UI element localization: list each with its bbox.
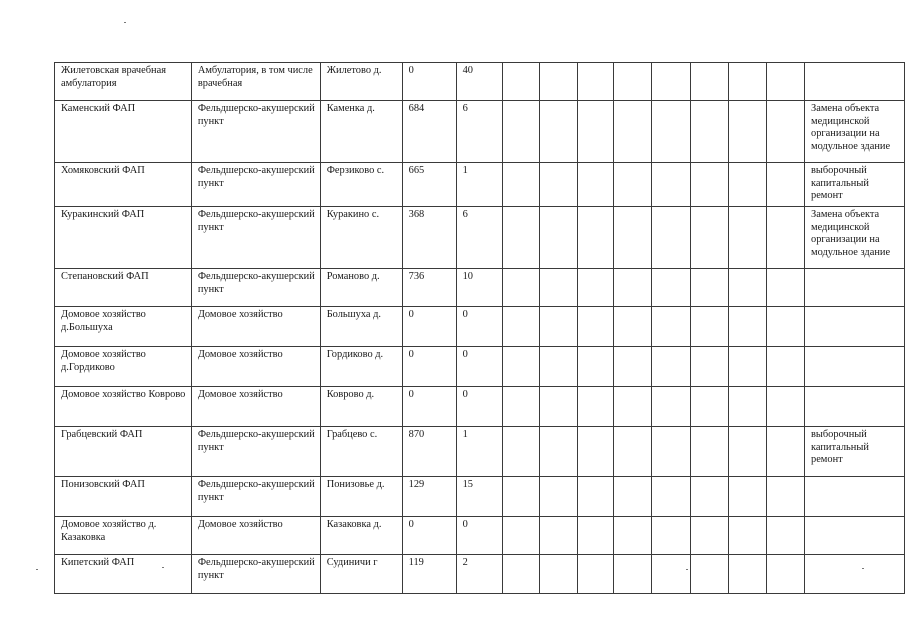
facility-type-cell: Амбулатория, в том числе врачебная <box>191 63 320 101</box>
population-cell: 870 <box>402 427 456 477</box>
facility-type-cell: Фельдшерско-акушерский пункт <box>191 163 320 207</box>
empty-cell <box>540 207 578 269</box>
empty-cell <box>578 63 614 101</box>
empty-cell <box>767 269 805 307</box>
population-cell: 368 <box>402 207 456 269</box>
empty-cell <box>614 207 652 269</box>
empty-cell <box>691 427 729 477</box>
empty-cell <box>652 387 691 427</box>
locality-cell: Ферзиково с. <box>320 163 402 207</box>
empty-cell <box>652 555 691 594</box>
empty-cell <box>652 269 691 307</box>
empty-cell <box>578 163 614 207</box>
staff-cell: 6 <box>456 207 502 269</box>
population-cell: 0 <box>402 307 456 347</box>
empty-cell <box>578 207 614 269</box>
empty-cell <box>729 427 767 477</box>
table-row <box>55 63 905 101</box>
note-cell: выборочный капитальный ремонт <box>805 427 905 477</box>
empty-cell <box>691 101 729 163</box>
empty-cell <box>540 387 578 427</box>
table-row <box>55 555 905 594</box>
empty-cell <box>767 427 805 477</box>
empty-cell <box>691 517 729 555</box>
table-row <box>55 517 905 555</box>
staff-cell: 10 <box>456 269 502 307</box>
table-row <box>55 347 905 387</box>
empty-cell <box>502 347 540 387</box>
note-cell <box>805 387 905 427</box>
empty-cell <box>540 427 578 477</box>
scan-speck <box>36 569 38 570</box>
note-cell <box>805 477 905 517</box>
empty-cell <box>540 163 578 207</box>
facility-type-cell: Фельдшерско-акушерский пункт <box>191 101 320 163</box>
facilities-table <box>54 62 905 594</box>
facility-type-cell: Домовое хозяйство <box>191 307 320 347</box>
empty-cell <box>614 269 652 307</box>
empty-cell <box>502 207 540 269</box>
empty-cell <box>652 477 691 517</box>
empty-cell <box>540 517 578 555</box>
empty-cell <box>614 163 652 207</box>
empty-cell <box>729 387 767 427</box>
population-cell: 0 <box>402 63 456 101</box>
staff-cell: 0 <box>456 387 502 427</box>
empty-cell <box>578 101 614 163</box>
staff-cell: 6 <box>456 101 502 163</box>
population-cell: 665 <box>402 163 456 207</box>
empty-cell <box>767 477 805 517</box>
population-cell: 129 <box>402 477 456 517</box>
empty-cell <box>614 477 652 517</box>
empty-cell <box>729 163 767 207</box>
empty-cell <box>767 63 805 101</box>
empty-cell <box>767 207 805 269</box>
empty-cell <box>502 427 540 477</box>
empty-cell <box>691 63 729 101</box>
empty-cell <box>691 163 729 207</box>
facility-name-cell: Домовое хозяйство д.Гордиково <box>55 347 192 387</box>
note-cell <box>805 307 905 347</box>
empty-cell <box>578 477 614 517</box>
facility-type-cell: Фельдшерско-акушерский пункт <box>191 427 320 477</box>
note-cell <box>805 347 905 387</box>
facility-name-cell: Грабцевский ФАП <box>55 427 192 477</box>
population-cell: 736 <box>402 269 456 307</box>
locality-cell: Грабцево с. <box>320 427 402 477</box>
empty-cell <box>614 101 652 163</box>
table-row <box>55 269 905 307</box>
empty-cell <box>767 307 805 347</box>
empty-cell <box>652 347 691 387</box>
facility-name-cell: Куракинский ФАП <box>55 207 192 269</box>
note-cell <box>805 269 905 307</box>
table-row <box>55 207 905 269</box>
empty-cell <box>652 517 691 555</box>
empty-cell <box>540 477 578 517</box>
empty-cell <box>767 517 805 555</box>
empty-cell <box>729 101 767 163</box>
empty-cell <box>691 207 729 269</box>
locality-cell: Понизовье д. <box>320 477 402 517</box>
facility-name-cell: Домовое хозяйство д. Казаковка <box>55 517 192 555</box>
facility-name-cell: Домовое хозяйство Коврово <box>55 387 192 427</box>
staff-cell: 2 <box>456 555 502 594</box>
empty-cell <box>540 555 578 594</box>
staff-cell: 40 <box>456 63 502 101</box>
empty-cell <box>652 427 691 477</box>
facility-type-cell: Фельдшерско-акушерский пункт <box>191 477 320 517</box>
empty-cell <box>502 307 540 347</box>
table-row <box>55 307 905 347</box>
locality-cell: Коврово д. <box>320 387 402 427</box>
staff-cell: 0 <box>456 307 502 347</box>
empty-cell <box>652 163 691 207</box>
table-row <box>55 163 905 207</box>
empty-cell <box>502 63 540 101</box>
facility-name-cell: Понизовский ФАП <box>55 477 192 517</box>
empty-cell <box>767 387 805 427</box>
population-cell: 119 <box>402 555 456 594</box>
note-cell <box>805 63 905 101</box>
empty-cell <box>540 307 578 347</box>
empty-cell <box>578 347 614 387</box>
facility-type-cell: Фельдшерско-акушерский пункт <box>191 269 320 307</box>
locality-cell: Казаковка д. <box>320 517 402 555</box>
staff-cell: 1 <box>456 427 502 477</box>
table-row <box>55 477 905 517</box>
empty-cell <box>578 555 614 594</box>
empty-cell <box>614 63 652 101</box>
staff-cell: 15 <box>456 477 502 517</box>
empty-cell <box>502 387 540 427</box>
table-body <box>55 63 905 594</box>
empty-cell <box>578 517 614 555</box>
locality-cell: Куракино с. <box>320 207 402 269</box>
empty-cell <box>652 101 691 163</box>
locality-cell: Романово д. <box>320 269 402 307</box>
empty-cell <box>729 555 767 594</box>
locality-cell: Жилетово д. <box>320 63 402 101</box>
empty-cell <box>691 347 729 387</box>
empty-cell <box>691 307 729 347</box>
empty-cell <box>691 269 729 307</box>
empty-cell <box>729 347 767 387</box>
empty-cell <box>614 347 652 387</box>
facility-type-cell: Домовое хозяйство <box>191 517 320 555</box>
scan-speck <box>124 22 126 23</box>
facility-name-cell: Жилетовская врачебная амбулатория <box>55 63 192 101</box>
empty-cell <box>729 269 767 307</box>
population-cell: 0 <box>402 347 456 387</box>
locality-cell: Каменка д. <box>320 101 402 163</box>
empty-cell <box>729 63 767 101</box>
empty-cell <box>578 269 614 307</box>
empty-cell <box>691 477 729 517</box>
empty-cell <box>614 517 652 555</box>
locality-cell: Гордиково д. <box>320 347 402 387</box>
empty-cell <box>729 477 767 517</box>
facility-name-cell: Каменский ФАП <box>55 101 192 163</box>
empty-cell <box>578 307 614 347</box>
empty-cell <box>652 63 691 101</box>
empty-cell <box>614 555 652 594</box>
empty-cell <box>691 555 729 594</box>
note-cell: Замена объекта медицинской организации на модульное здание <box>805 101 905 163</box>
empty-cell <box>729 307 767 347</box>
facility-name-cell: Домовое хозяйство д.Большуха <box>55 307 192 347</box>
staff-cell: 0 <box>456 347 502 387</box>
empty-cell <box>652 307 691 347</box>
empty-cell <box>614 387 652 427</box>
empty-cell <box>652 207 691 269</box>
facility-type-cell: Фельдшерско-акушерский пункт <box>191 207 320 269</box>
empty-cell <box>767 101 805 163</box>
empty-cell <box>540 101 578 163</box>
empty-cell <box>578 427 614 477</box>
empty-cell <box>502 555 540 594</box>
empty-cell <box>729 207 767 269</box>
locality-cell: Судиничи г <box>320 555 402 594</box>
facility-type-cell: Фельдшерско-акушерский пункт <box>191 555 320 594</box>
locality-cell: Большуха д. <box>320 307 402 347</box>
population-cell: 0 <box>402 387 456 427</box>
note-cell: выборочный капитальный ремонт <box>805 163 905 207</box>
empty-cell <box>767 555 805 594</box>
facility-type-cell: Домовое хозяйство <box>191 387 320 427</box>
empty-cell <box>691 387 729 427</box>
facility-name-cell: Хомяковский ФАП <box>55 163 192 207</box>
facility-type-cell: Домовое хозяйство <box>191 347 320 387</box>
empty-cell <box>614 307 652 347</box>
empty-cell <box>540 347 578 387</box>
empty-cell <box>502 517 540 555</box>
population-cell: 684 <box>402 101 456 163</box>
empty-cell <box>578 387 614 427</box>
empty-cell <box>502 477 540 517</box>
empty-cell <box>540 63 578 101</box>
note-cell <box>805 517 905 555</box>
staff-cell: 0 <box>456 517 502 555</box>
facility-name-cell: Степановский ФАП <box>55 269 192 307</box>
table-row <box>55 101 905 163</box>
empty-cell <box>729 517 767 555</box>
empty-cell <box>767 347 805 387</box>
table-row <box>55 387 905 427</box>
empty-cell <box>502 163 540 207</box>
facility-name-cell: Кипетский ФАП <box>55 555 192 594</box>
population-cell: 0 <box>402 517 456 555</box>
empty-cell <box>502 269 540 307</box>
empty-cell <box>540 269 578 307</box>
note-cell: Замена объекта медицинской организации на модульное здание <box>805 207 905 269</box>
table-row <box>55 427 905 477</box>
empty-cell <box>614 427 652 477</box>
empty-cell <box>502 101 540 163</box>
note-cell <box>805 555 905 594</box>
empty-cell <box>767 163 805 207</box>
staff-cell: 1 <box>456 163 502 207</box>
